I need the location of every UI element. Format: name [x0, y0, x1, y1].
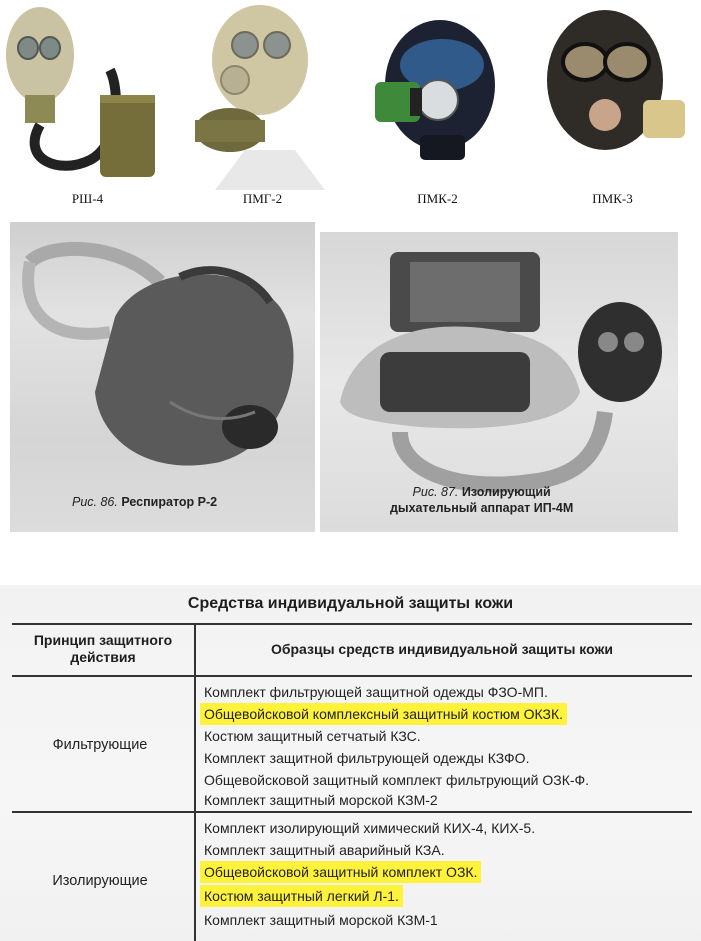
gas-mask-dual-eye-icon — [525, 0, 700, 190]
list-item-highlighted: Общевойсковой комплексный защитный костюм ОКЗК. — [200, 703, 567, 725]
mask-caption: ПМК-2 — [417, 191, 458, 206]
mask-pmk3 — [525, 0, 700, 215]
mask-rsh4 — [0, 0, 175, 215]
list-item: Комплект фильтрующей защитной одежды ФЗО-МП. — [204, 684, 548, 700]
group-label-isolating: Изолирующие — [52, 873, 148, 889]
gas-mask-canister-icon — [175, 0, 350, 190]
respirator-r2-photo — [10, 222, 315, 532]
list-item: Костюм защитный сетчатый КЗС. — [204, 728, 421, 744]
photo-band — [0, 222, 701, 542]
skin-protection-table-section — [0, 585, 701, 941]
table-column-rule — [194, 623, 196, 941]
skin-protection-table — [12, 623, 692, 941]
figure-87-title-line1: Изолирующий — [461, 485, 551, 499]
mask-caption: ПМК-3 — [592, 191, 633, 206]
list-item: Комплект защитный морской КЗМ-2 — [204, 792, 438, 808]
list-item: Общевойсковой защитный комплект фильтрующий ОЗК-Ф. — [204, 772, 590, 788]
figure-87-title-line2: дыхательный аппарат ИП-4М — [390, 501, 574, 515]
figure-87-number: Рис. 87. — [412, 485, 459, 499]
header-principle-line1: Принцип защитного — [33, 632, 173, 648]
mask-caption: ПМГ-2 — [242, 191, 283, 206]
list-item: Комплект изолирующий химический КИХ-4, КИХ-5. — [204, 820, 536, 836]
list-item-highlighted: Общевойсковой защитный комплект ОЗК. — [200, 861, 481, 883]
gas-mask-gallery — [0, 0, 701, 215]
figure-86-caption — [72, 494, 217, 510]
table-group-rule — [12, 811, 692, 813]
figure-86-title: Респиратор Р-2 — [121, 495, 218, 509]
list-item: Комплект защитной фильтрующей одежды КЗФО. — [204, 750, 530, 766]
breathing-apparatus-ip4m-photo — [320, 232, 678, 532]
figure-86-number: Рис. 86. — [72, 495, 118, 509]
list-item: Комплект защитный морской КЗМ-1 — [204, 912, 438, 928]
table-header-rule — [12, 675, 692, 677]
mask-pmk2 — [350, 0, 525, 215]
list-item: Комплект защитный аварийный КЗА. — [204, 842, 445, 858]
mask-caption: РШ-4 — [71, 191, 104, 206]
gas-mask-panoramic-icon — [350, 0, 525, 190]
header-principle-line2: действия — [70, 649, 136, 665]
gas-mask-hose-icon — [0, 0, 175, 190]
respirator-icon — [10, 222, 315, 532]
header-principle — [12, 632, 194, 666]
header-samples: Образцы средств индивидуальной защиты кожи — [270, 641, 614, 657]
mask-pmg2 — [175, 0, 350, 215]
table-title: Средства индивидуальной защиты кожи — [187, 595, 514, 612]
table-top-rule — [12, 623, 692, 625]
group-label-filtering: Фильтрующие — [52, 737, 148, 753]
figure-87-caption — [390, 484, 573, 516]
list-item-highlighted: Костюм защитный легкий Л-1. — [200, 885, 403, 907]
